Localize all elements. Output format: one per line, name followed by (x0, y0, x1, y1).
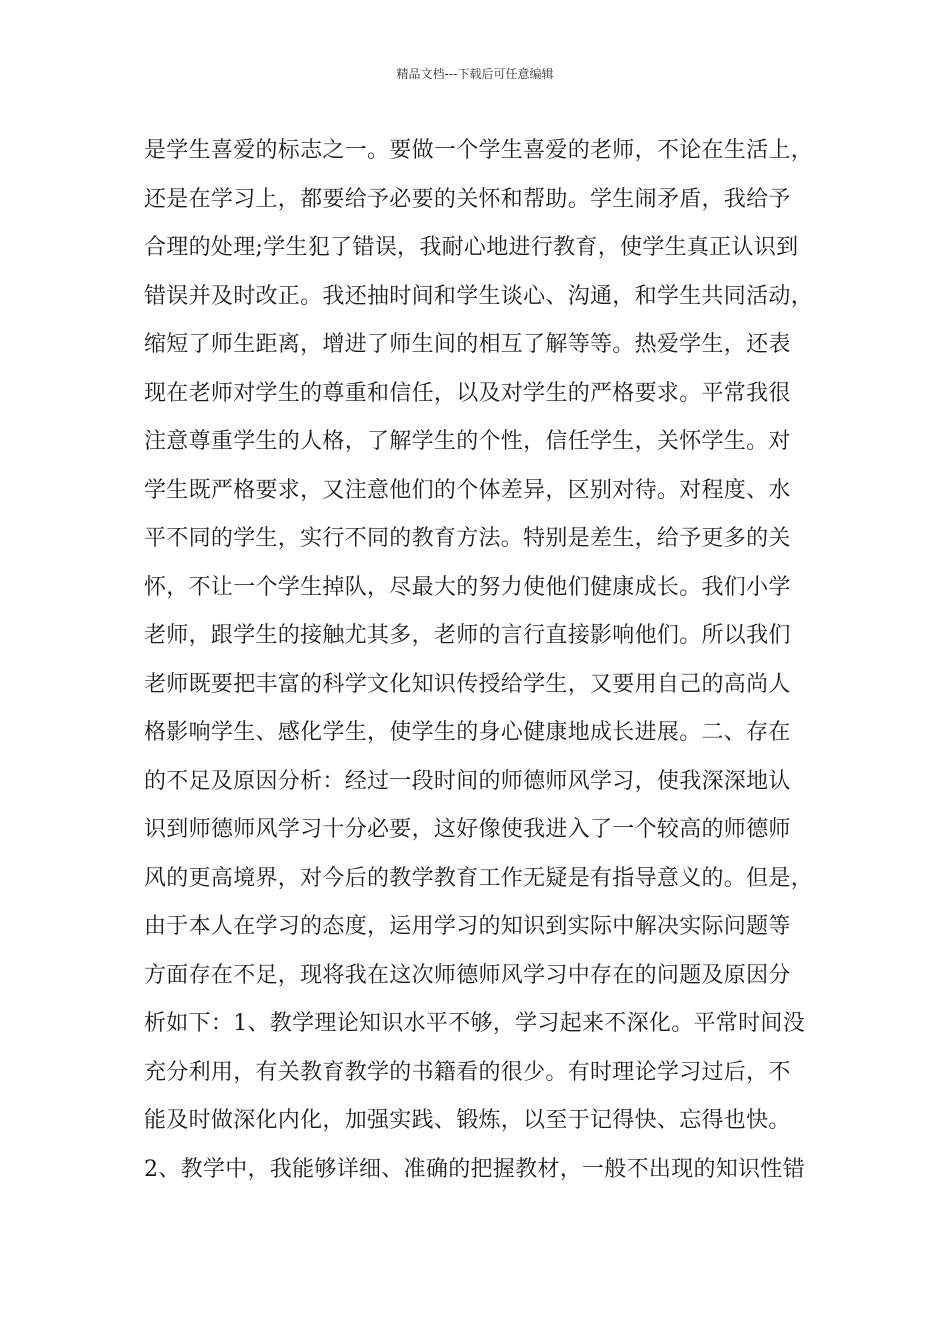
text-line: 合理的处理;学生犯了错误，我耐心地进行教育，使学生真正认识到 (144, 235, 799, 260)
text-line: 识到师德师风学习十分必要，这好像使我进入了一个较高的师德师 (144, 817, 791, 842)
text-line: 还是在学习上，都要给予必要的关怀和帮助。学生闹矛盾，我给予 (144, 186, 791, 212)
text-line: 能及时做深化内化，加强实践、锻炼，以至于记得快、忘得也快。 (144, 1108, 791, 1133)
text-line: 的不足及原因分析：经过一段时间的师德师风学习，使我深深地认 (144, 768, 791, 794)
text-line: 缩短了师生距离，增进了师生间的相互了解等等。热爱学生，还表 (144, 332, 791, 357)
text-line: 析如下：1、教学理论知识水平不够，学习起来不深化。平常时间没 (144, 1011, 805, 1036)
text-line: 2、教学中，我能够详细、准确的把握教材，一般不出现的知识性错 (144, 1156, 805, 1182)
text-line: 老师既要把丰富的科学文化知识传授给学生，又要用自己的高尚人 (144, 671, 791, 697)
text-line: 是学生喜爱的标志之一。要做一个学生喜爱的老师，不论在生活上， (144, 138, 814, 163)
text-line: 学生既严格要求，又注意他们的个体差异，区别对待。对程度、水 (144, 477, 791, 503)
text-line: 现在老师对学生的尊重和信任，以及对学生的严格要求。平常我很 (144, 380, 791, 406)
text-line: 平不同的学生，实行不同的教育方法。特别是差生，给予更多的关 (144, 526, 791, 551)
text-line: 方面存在不足，现将我在这次师德师风学习中存在的问题及原因分 (144, 962, 791, 988)
text-line: 充分利用，有关教育教学的书籍看的很少。有时理论学习过后，不 (144, 1059, 791, 1085)
text-line: 注意尊重学生的人格，了解学生的个性，信任学生，关怀学生。对 (144, 429, 791, 454)
text-line: 怀，不让一个学生掉队，尽最大的努力使他们健康成长。我们小学 (144, 574, 791, 600)
document-body (144, 127, 824, 1194)
page-header: 精品文档---下载后可任意编辑 (396, 67, 554, 81)
text-line: 格影响学生、感化学生，使学生的身心健康地成长进展。二、存在 (144, 720, 791, 745)
text-line: 错误并及时改正。我还抽时间和学生谈心、沟通，和学生共同活动， (144, 283, 814, 309)
text-line: 风的更高境界，对今后的教学教育工作无疑是有指导意义的。但是， (144, 865, 814, 891)
text-line: 由于本人在学习的态度，运用学习的知识到实际中解决实际问题等 (144, 914, 791, 939)
text-line: 老师，跟学生的接触尤其多，老师的言行直接影响他们。所以我们 (144, 623, 791, 648)
